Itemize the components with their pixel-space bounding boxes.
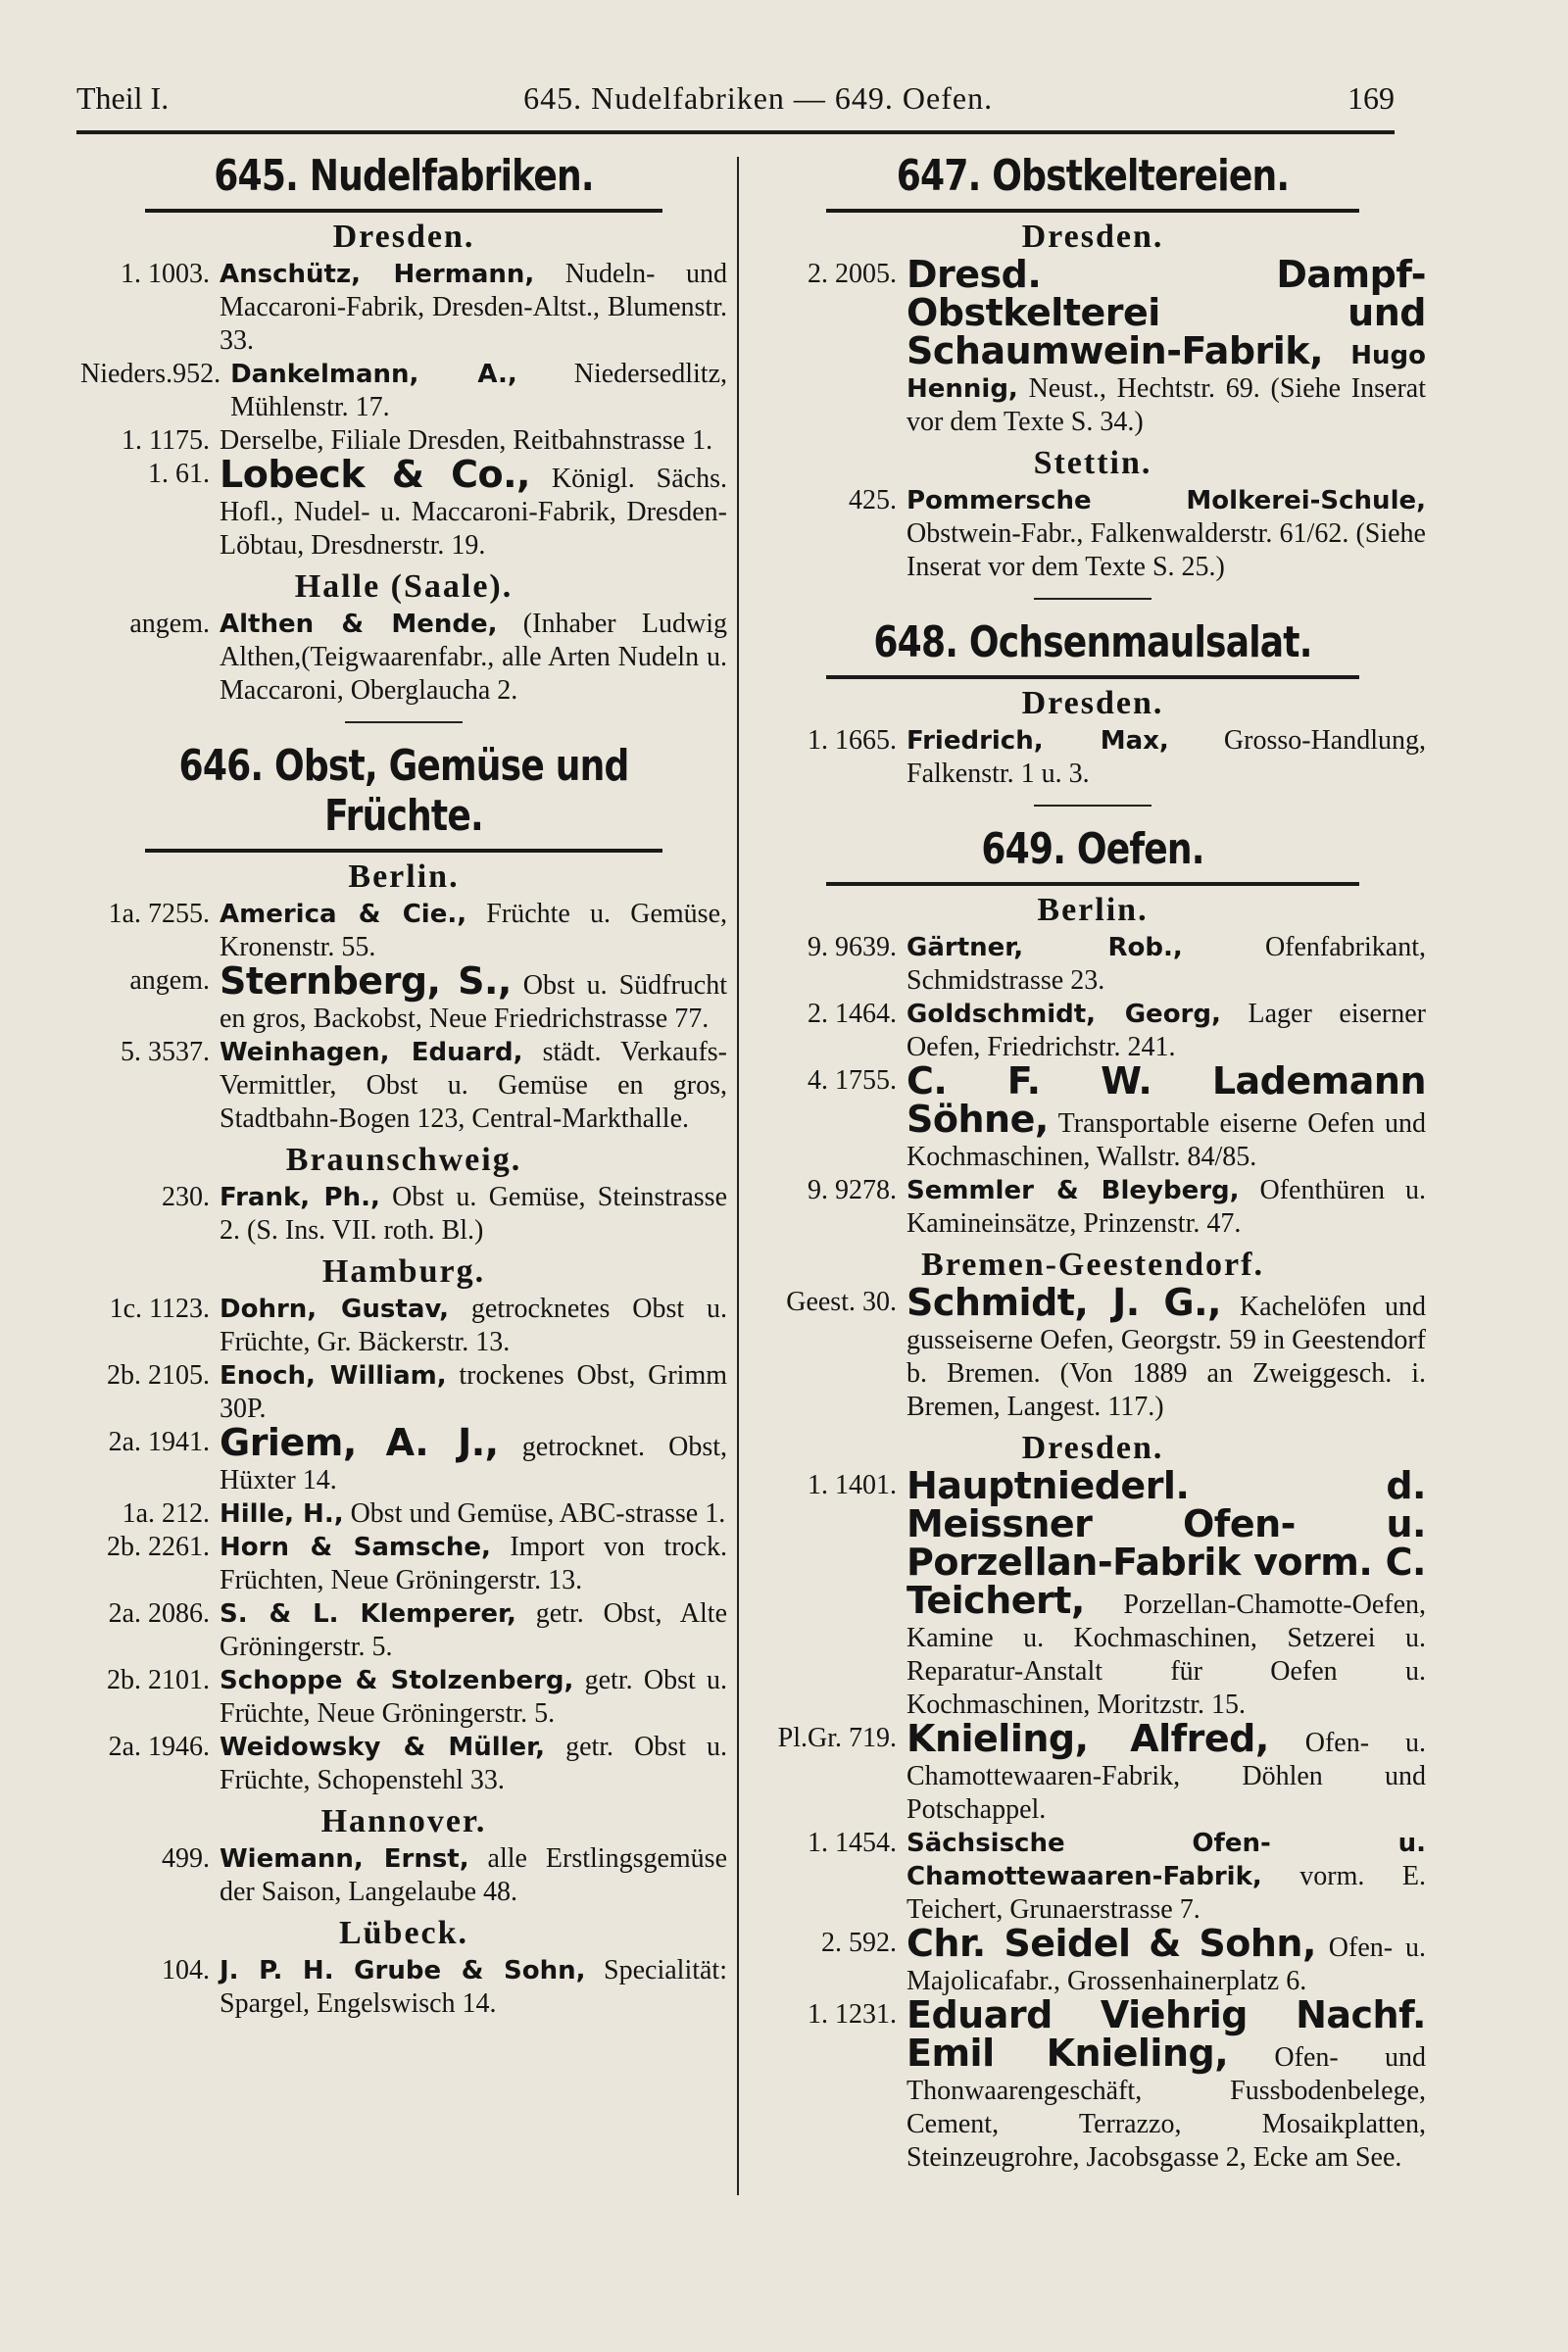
directory-entry — [760, 1281, 1426, 1424]
directory-entry — [80, 1497, 727, 1531]
entry-number: 1. 1003. — [121, 259, 210, 289]
separator-rule — [1034, 598, 1152, 600]
entry-text: Import von trock. Früchten, Neue Gröningerstr. 13. — [220, 1532, 727, 1595]
entry-number: 2b. 2261. — [107, 1532, 210, 1562]
running-head-title: 645. Nudelfabriken — 649. Oefen. — [523, 80, 994, 116]
company-name: Sächsische Ofen- u. Chamottewaaren-Fabrik, — [906, 1829, 1426, 1891]
company-name: Chr. Seidel & Sohn, — [906, 1922, 1316, 1965]
directory-entry — [80, 1842, 727, 1909]
section-rule — [826, 209, 1359, 213]
city-heading: Braunschweig. — [285, 1142, 522, 1178]
entry-text: Obstwein-Fabr., Falkenwalderstr. 61/62. (Siehe Inserat vor dem Texte S. 25.) — [906, 518, 1426, 582]
directory-entry — [760, 484, 1426, 584]
company-name: Goldschmidt, Georg, — [906, 1000, 1221, 1029]
city-heading: Stettin. — [1033, 445, 1152, 481]
entry-text: Königl. Sächs. Hofl., Nudel- u. Maccaroni-Fabrik, Dresden-Löbtau, Dresdnerstr. 19. — [220, 464, 727, 561]
separator-rule — [345, 721, 463, 723]
entry-number: 1. 61. — [148, 459, 210, 489]
entry-number: 2a. 2086. — [108, 1598, 210, 1629]
city-heading: Halle (Saale). — [294, 568, 514, 605]
city-heading: Dresden. — [332, 219, 475, 255]
company-name: Enoch, William, — [220, 1361, 447, 1391]
column-divider — [737, 157, 739, 2195]
running-head — [76, 80, 1395, 117]
entry-number: 425. — [849, 485, 897, 515]
directory-entry — [80, 608, 727, 708]
section-title: 647. Obstkeltereien. — [896, 151, 1290, 201]
directory-entry — [80, 1421, 727, 1497]
entry-text: Porzellan-Chamotte-Oefen, Kamine u. Kochmaschinen, Setzerei u. Reparatur-Anstalt für Oefen u. Kochmaschinen, Moritzstr. 15. — [906, 1590, 1426, 1720]
company-name: Lobeck & Co., — [220, 453, 530, 496]
directory-entry — [80, 1036, 727, 1136]
company-name: Dohrn, Gustav, — [220, 1295, 450, 1324]
entry-number: 9. 9639. — [808, 932, 897, 962]
entry-text: Früchte u. Gemüse, Kronenstr. 55. — [220, 899, 727, 962]
company-name: Schoppe & Stolzenberg, — [220, 1666, 574, 1695]
separator-rule — [1034, 805, 1152, 807]
company-name: C. F. W. Lademann Söhne, — [906, 1059, 1426, 1141]
company-name: Semmler & Bleyberg, — [906, 1176, 1240, 1205]
entry-text: Neust., Hechtstr. 69. (Siehe Inserat vor dem Texte S. 34.) — [906, 373, 1426, 437]
company-name: Hauptniederl. d. Meissner Ofen- u. Porzellan-Fabrik vorm. C. Teichert, — [906, 1464, 1426, 1622]
entry-number: 9. 9278. — [808, 1175, 897, 1205]
company-name: Friedrich, Max, — [906, 726, 1169, 756]
section-title: 648. Ochsenmaulsalat. — [873, 617, 1312, 667]
company-name: Dankelmann, A., — [230, 360, 517, 389]
right-column — [760, 147, 1426, 2175]
entry-text: alle Erstlingsgemüse der Saison, Langelaube 48. — [220, 1843, 727, 1907]
directory-entry — [80, 453, 727, 563]
directory-entry — [760, 931, 1426, 998]
entry-number: 1. 1401. — [808, 1470, 897, 1500]
entry-number: angem. — [129, 965, 210, 996]
running-head-part: Theil I. — [76, 80, 170, 116]
directory-entry — [760, 724, 1426, 791]
entry-number: 2a. 1946. — [108, 1732, 210, 1762]
company-name: S. & L. Klemperer, — [220, 1599, 516, 1629]
left-column — [80, 147, 727, 2021]
entry-number: Nieders.952. — [80, 359, 221, 389]
directory-entry — [80, 959, 727, 1036]
entry-text: Ofen- u. Chamottewaaren-Fabrik, Döhlen und Potschappel. — [906, 1728, 1426, 1825]
page-number: 169 — [1347, 80, 1395, 116]
entry-number: 2a. 1941. — [108, 1427, 210, 1457]
company-name: Wiemann, Ernst, — [220, 1844, 469, 1874]
entry-text: (Inhaber Ludwig Althen,(Teigwaarenfabr., alle Arten Nudeln u. Maccaroni, Oberglaucha 2. — [220, 609, 727, 706]
section-title: 649. Oefen. — [981, 824, 1204, 874]
entry-text: Niedersedlitz, Mühlenstr. 17. — [230, 359, 727, 422]
entry-number: 2. 592. — [821, 1928, 897, 1958]
entry-text: Ofenfabrikant, Schmidstrasse 23. — [906, 932, 1426, 996]
city-heading: Berlin. — [348, 858, 460, 895]
directory-entry — [80, 258, 727, 358]
directory-entry — [760, 1993, 1427, 2175]
city-heading: Dresden. — [1021, 219, 1164, 255]
directory-entry — [80, 1731, 727, 1797]
directory-entry — [760, 1827, 1426, 1927]
owner-name: Hugo Hennig, — [906, 341, 1426, 404]
entry-text: Kachelöfen und gusseiserne Oefen, Georgstr. 59 in Geestendorf b. Bremen. (Von 1889 an Zweiggesch. i. Bremen, Langest. 117.) — [906, 1292, 1426, 1422]
entry-number: 104. — [162, 1955, 210, 1985]
section-rule — [826, 675, 1359, 679]
directory-entry — [760, 253, 1426, 439]
entry-text: vorm. E. Teichert, Grunaerstrasse 7. — [906, 1861, 1426, 1925]
directory-entry — [80, 358, 727, 424]
entry-text: Obst u. Südfrucht en gros, Backobst, Neue Friedrichstrasse 77. — [220, 970, 727, 1034]
entry-number: 1c. 1123. — [109, 1294, 210, 1324]
entry-text: getr. Obst u. Früchte, Neue Gröningerstr. 5. — [220, 1665, 727, 1729]
company-name: Horn & Samsche, — [220, 1533, 491, 1562]
company-name: Dresd. Dampf-Obstkelterei und Schaumwein-Fabrik, — [906, 253, 1426, 372]
directory-entry — [80, 1664, 727, 1731]
entry-text: Specialität: Spargel, Engelswisch 14. — [220, 1955, 727, 2019]
company-name: Knieling, Alfred, — [906, 1717, 1269, 1760]
directory-entry — [760, 1717, 1426, 1827]
entry-number: 1. 1454. — [808, 1828, 897, 1858]
directory-entry — [760, 1464, 1426, 1722]
company-name: Anschütz, Hermann, — [220, 260, 535, 289]
section-title: 646. Obst, Gemüse und Früchte. — [178, 741, 629, 841]
directory-entry — [80, 1597, 727, 1664]
entry-number: 2b. 2105. — [107, 1360, 210, 1391]
entry-text: Derselbe, Filiale Dresden, Reitbahnstrasse 1. — [220, 425, 713, 456]
entry-number: 230. — [162, 1182, 210, 1212]
entry-text: städt. Verkaufs-Vermittler, Obst u. Gemüse en gros, Stadtbahn-Bogen 123, Central-Markthalle. — [220, 1037, 727, 1134]
entry-text: Ofen- u. Majolicafabr., Grossenhainerplatz 6. — [906, 1933, 1426, 1996]
section-title: 645. Nudelfabriken. — [214, 151, 594, 201]
city-heading: Dresden. — [1021, 1430, 1164, 1466]
directory-entry — [80, 1954, 727, 2021]
company-name: Weinhagen, Eduard, — [220, 1038, 523, 1067]
city-heading: Hamburg. — [321, 1253, 486, 1290]
company-name: J. P. H. Grube & Sohn, — [220, 1956, 586, 1985]
entry-text: Ofenthüren u. Kamineinsätze, Prinzenstr. 47. — [906, 1175, 1426, 1239]
entry-number: Pl.Gr. 719. — [777, 1723, 897, 1753]
company-name: Schmidt, J. G., — [906, 1281, 1221, 1324]
directory-entry — [80, 1531, 727, 1597]
entry-number: 2b. 2101. — [107, 1665, 210, 1695]
directory-entry — [760, 1922, 1426, 1998]
company-name: Weidowsky & Müller, — [220, 1733, 546, 1762]
entry-number: 2. 1464. — [808, 999, 897, 1029]
city-heading: Lübeck. — [338, 1915, 469, 1951]
city-heading: Berlin. — [1037, 892, 1149, 928]
company-name: Gärtner, Rob., — [906, 933, 1183, 962]
entry-text: Grosso-Handlung, Falkenstr. 1 u. 3. — [906, 725, 1427, 789]
entry-text: trockenes Obst, Grimm 30P. — [220, 1360, 728, 1424]
entry-text: getr. Obst u. Früchte, Schopenstehl 33. — [220, 1732, 727, 1795]
entry-number: 2. 2005. — [808, 259, 897, 289]
entry-text: Transportable eiserne Oefen und Kochmaschinen, Wallstr. 84/85. — [906, 1108, 1426, 1172]
entry-text: Nudeln- und Maccaroni-Fabrik, Dresden-Altst., Blumenstr. 33. — [220, 259, 727, 356]
entry-text: Obst u. Gemüse, Steinstrasse 2. (S. Ins. VII. roth. Bl.) — [220, 1182, 727, 1246]
entry-text: Ofen- und Thonwaarengeschäft, Fussbodenbelege, Cement, Terrazzo, Mosaikplatten, Steinzeugrohre, Jacobsgasse 2, Ecke am See. — [906, 2042, 1427, 2173]
company-name: Pommersche Molkerei-Schule, — [906, 486, 1426, 515]
entry-number: Geest. 30. — [786, 1287, 897, 1317]
directory-entry — [80, 1359, 727, 1426]
directory-entry — [760, 1059, 1426, 1174]
directory-entry — [760, 1174, 1426, 1241]
company-name: Frank, Ph., — [220, 1183, 380, 1212]
company-name: Hille, H., — [220, 1499, 344, 1529]
directory-entry — [80, 1293, 727, 1359]
entry-text: Lager eiserner Oefen, Friedrichstr. 241. — [906, 999, 1427, 1062]
entry-text: getr. Obst, Alte Gröningerstr. 5. — [220, 1598, 727, 1662]
entry-number: 499. — [162, 1843, 210, 1874]
company-name: America & Cie., — [220, 900, 467, 929]
city-heading: Bremen-Geestendorf. — [921, 1247, 1264, 1283]
entry-text: Obst und Gemüse, ABC-strasse 1. — [343, 1498, 726, 1529]
company-name: Griem, A. J., — [220, 1421, 499, 1464]
entry-number: 1a. 7255. — [108, 899, 210, 929]
section-rule — [826, 882, 1359, 886]
section-rule — [145, 849, 662, 853]
company-name: Eduard Viehrig Nachf. Emil Knieling, — [906, 1993, 1426, 2075]
entry-number: angem. — [129, 609, 210, 639]
entry-number: 1. 1175. — [122, 425, 210, 456]
entry-text: getrocknet. Obst, Hüxter 14. — [220, 1432, 727, 1495]
company-name: Althen & Mende, — [220, 610, 498, 639]
entry-number: 1a. 212. — [122, 1498, 210, 1529]
header-rule — [76, 130, 1395, 134]
directory-entry — [760, 998, 1426, 1064]
section-rule — [145, 209, 662, 213]
entry-text: getrocknetes Obst u. Früchte, Gr. Bäckerstr. 13. — [220, 1294, 727, 1357]
entry-number: 1. 1231. — [808, 1999, 897, 2030]
directory-entry — [80, 1181, 727, 1248]
entry-number: 1. 1665. — [808, 725, 897, 756]
city-heading: Dresden. — [1021, 685, 1164, 721]
entry-number: 5. 3537. — [121, 1037, 210, 1067]
entry-number: 4. 1755. — [808, 1065, 897, 1096]
directory-entry — [80, 898, 727, 964]
city-heading: Hannover. — [320, 1803, 487, 1839]
company-name: Sternberg, S., — [220, 959, 512, 1003]
